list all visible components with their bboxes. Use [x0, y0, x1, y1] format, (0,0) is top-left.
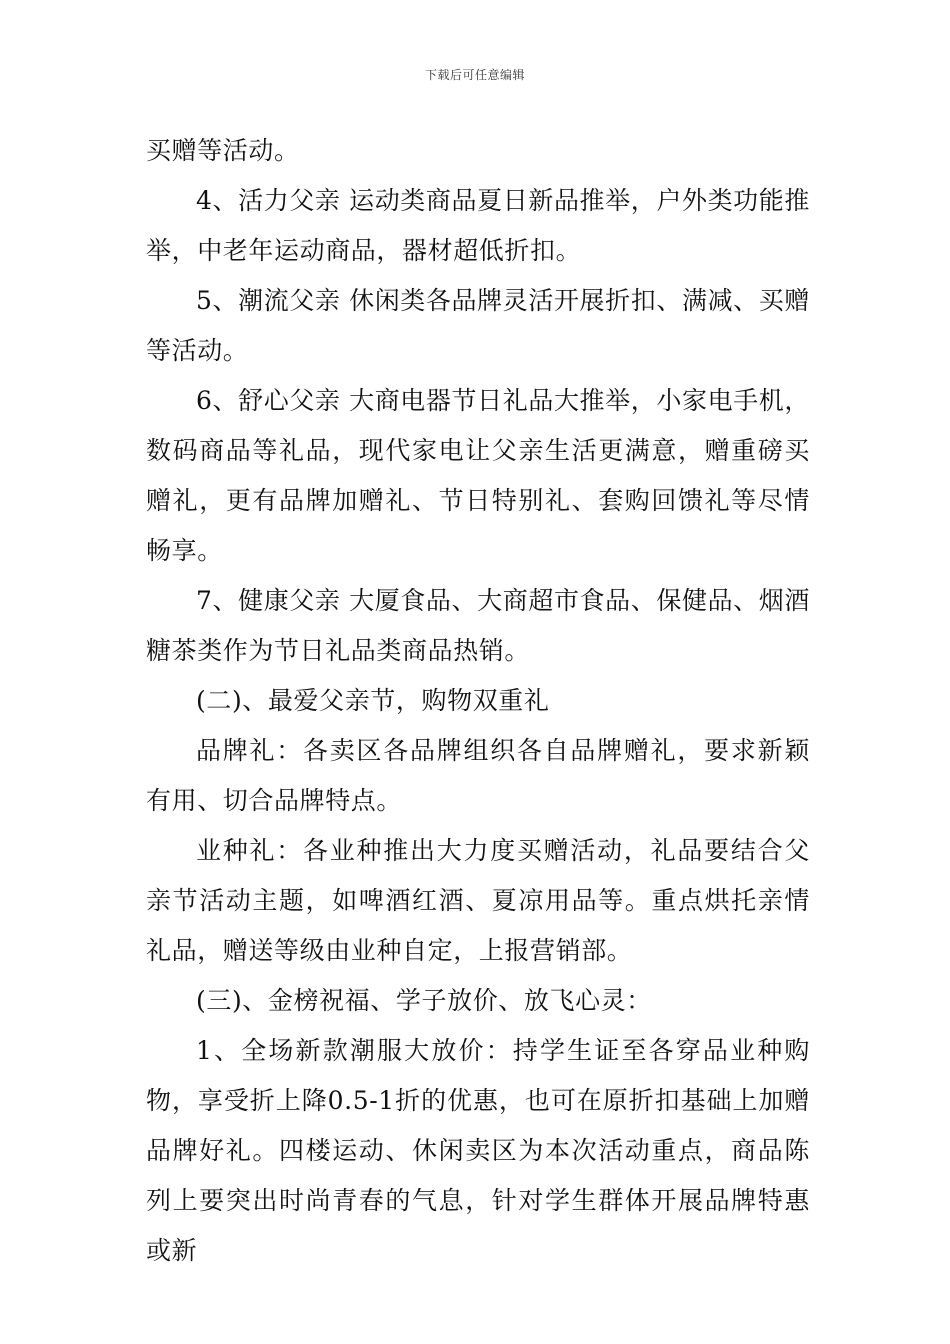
- paragraph-student-discount: 1、全场新款潮服大放价：持学生证至各穿品业种购物，享受折上降0.5-1折的优惠，也可在原折扣基础上加赠品牌好礼。四楼运动、休闲卖区为本次活动重点，商品陈列上要突出时尚青春的气息，针对学生群体开展品牌特惠或新: [146, 1036, 810, 1265]
- paragraph-item-4: 4、活力父亲 运动类商品夏日新品推举，户外类功能推举，中老年运动商品，器材超低折扣。: [146, 186, 810, 265]
- section-heading-3: (三)、金榜祝福、学子放价、放飞心灵：: [196, 986, 652, 1015]
- paragraph-continuation: 买赠等活动。: [146, 136, 300, 165]
- paragraph-item-5: 5、潮流父亲 休闲类各品牌灵活开展折扣、满减、买赠等活动。: [146, 286, 810, 365]
- paragraph-category-gift: 业种礼：各业种推出大力度买赠活动，礼品要结合父亲节活动主题，如啤酒红酒、夏凉用品等。重点烘托亲情礼品，赠送等级由业种自定，上报营销部。: [146, 836, 810, 965]
- paragraph-item-6: 6、舒心父亲 大商电器节日礼品大推举，小家电手机，数码商品等礼品，现代家电让父亲生活更满意，赠重磅买赠礼，更有品牌加赠礼、节日特别礼、套购回馈礼等尽情畅享。: [146, 386, 810, 565]
- page-header: 下载后可任意编辑: [424, 68, 525, 82]
- paragraph-brand-gift: 品牌礼：各卖区各品牌组织各自品牌赠礼，要求新颖有用、切合品牌特点。: [146, 736, 810, 815]
- document-body: [146, 126, 810, 1276]
- section-heading-2: (二)、最爱父亲节，购物双重礼: [196, 686, 550, 715]
- paragraph-item-7: 7、健康父亲 大厦食品、大商超市食品、保健品、烟酒糖茶类作为节日礼品类商品热销。: [146, 586, 810, 665]
